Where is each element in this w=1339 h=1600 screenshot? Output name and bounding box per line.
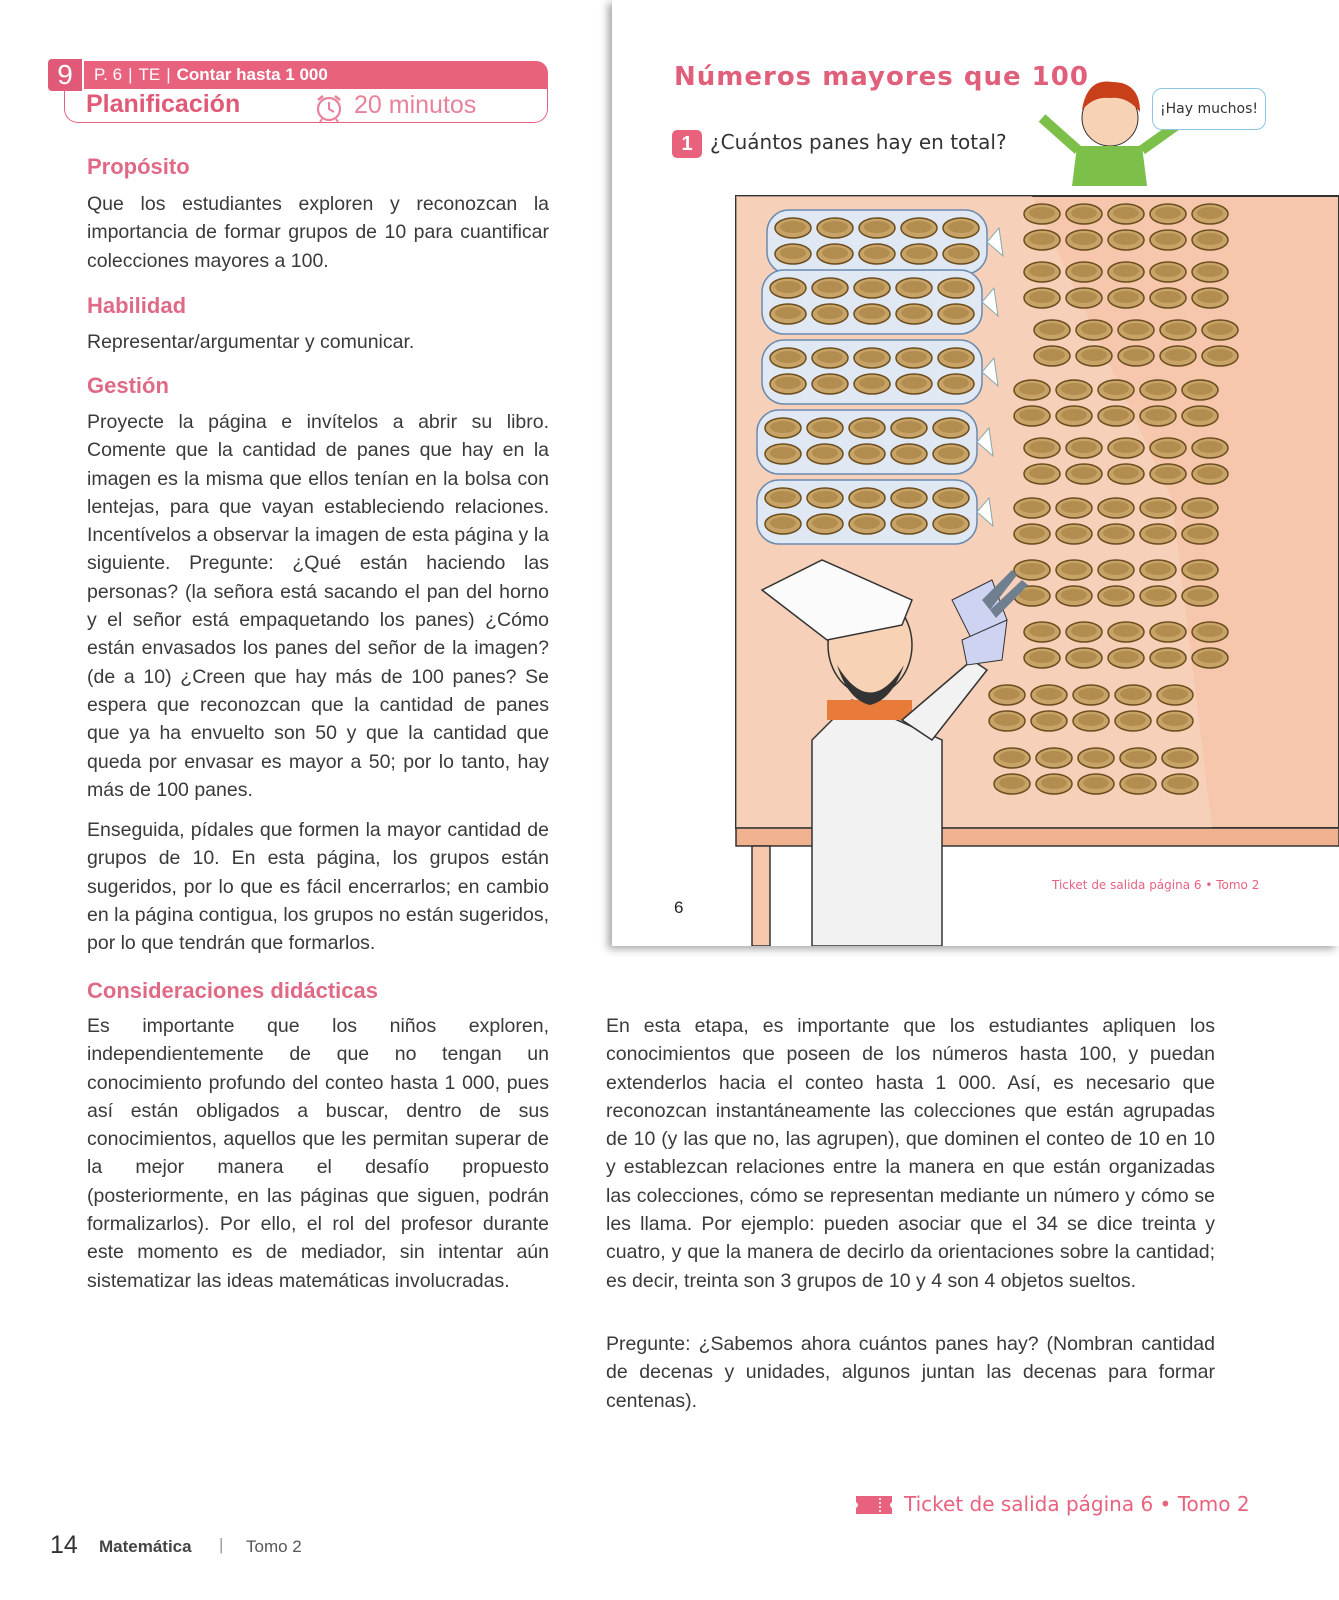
bread-bun-top [1081, 323, 1107, 335]
bread-bun-top [1039, 323, 1065, 335]
bread-bun-top [1167, 751, 1193, 763]
bread-bun-top [1113, 207, 1139, 219]
bread-bun-top [822, 221, 848, 233]
book-page-ticket: Ticket de salida página 6 • Tomo 2 [1052, 878, 1260, 892]
bread-bun-top [817, 351, 843, 363]
bread-bun-top [1103, 383, 1129, 395]
bread-bun-top [1113, 291, 1139, 303]
bread-bun-top [1061, 589, 1087, 601]
bread-bun-top [1029, 291, 1055, 303]
right-text-1: En esta etapa, es importante que los estudiantes apliquen los conocimientos que poseen de los números hasta 100, y puedan extenderlos hacia el conteo hasta 1 000. Así, es necesario que reconozcan instantáneamente las colecciones que están agrupadas de 10 (y las que no, las agrupen), que dominen el conteo de 10 en 10 y establezcan relaciones entre la manera en que están organizadas las colecciones, cómo se representan mediante un número y cómo se les llama. Por ejemplo: pueden asociar que el 34 se dice treinta y cuatro, y que la manera de decirlo da orientaciones sobre la cantidad; es decir, treinta son 3 grupos de 10 y 4 son 4 objetos sueltos. [606, 1015, 1215, 1292]
bread-bun-top [994, 688, 1020, 700]
bread-bun-top [1197, 265, 1223, 277]
bread-bun-top [1167, 777, 1193, 789]
habilidad-heading: Habilidad [87, 293, 187, 318]
ticket-icon [856, 1496, 892, 1514]
bread-bun-top [1103, 563, 1129, 575]
bread-bun-top [775, 307, 801, 319]
bread-bun-top [859, 281, 885, 293]
bread-bun-top [1113, 265, 1139, 277]
bread-bun-top [1029, 265, 1055, 277]
book-page-title: Números mayores que 100 [674, 62, 1089, 92]
bread-bun-top [1078, 714, 1104, 726]
lesson-header [48, 59, 548, 125]
bread-bun-top [859, 351, 885, 363]
speech-bubble: ¡Hay muchos! [1152, 88, 1266, 130]
exit-ticket-label: Ticket de salida página 6 • Tomo 2 [904, 1492, 1250, 1516]
bread-bun-top [1103, 409, 1129, 421]
bread-bun-top [901, 377, 927, 389]
bread-bun-top [901, 281, 927, 293]
footer-separator: | [219, 1535, 224, 1554]
bread-bun-top [1061, 383, 1087, 395]
bread-bun-top [1197, 233, 1223, 245]
bread-bun-top [1103, 527, 1129, 539]
bread-bun-top [1197, 291, 1223, 303]
bread-bun-top [1145, 501, 1171, 513]
proposito-text: Que los estudiantes exploren y reconozcan la importancia de formar grupos de 10 para cuantificar colecciones mayores a 100. [87, 193, 549, 272]
bread-bun-top [1155, 467, 1181, 479]
bread-bun-top [1113, 233, 1139, 245]
bread-bun-top [1145, 563, 1171, 575]
bread-bun-top [1061, 409, 1087, 421]
bread-bun-top [854, 421, 880, 433]
bread-bun-top [1155, 265, 1181, 277]
bread-bun-top [1036, 714, 1062, 726]
bread-bun-top [1125, 777, 1151, 789]
footer-page-number: 14 [50, 1531, 78, 1559]
bread-bun-top [901, 307, 927, 319]
bread-bun-top [938, 447, 964, 459]
bread-bun-top [1029, 467, 1055, 479]
bread-bun-top [943, 351, 969, 363]
bread-bun-top [775, 281, 801, 293]
bread-bun-top [1187, 383, 1213, 395]
bread-bun-top [1145, 589, 1171, 601]
bread-bun-top [1187, 563, 1213, 575]
lesson-topic: Contar hasta 1 000 [176, 65, 328, 84]
bread-bun-top [864, 221, 890, 233]
bread-bun-top [1113, 651, 1139, 663]
bread-bun-top [1162, 688, 1188, 700]
bread-bun-top [1197, 651, 1223, 663]
bread-bun-top [780, 221, 806, 233]
bread-bun-top [1155, 441, 1181, 453]
bread-bun-top [780, 247, 806, 259]
bread-bun-top [1187, 589, 1213, 601]
bread-bun-top [901, 351, 927, 363]
gestion-heading: Gestión [87, 373, 169, 398]
bread-bun-top [1187, 501, 1213, 513]
bread-bun-top [1197, 441, 1223, 453]
bread-bun-top [1197, 207, 1223, 219]
bread-bun-top [1145, 527, 1171, 539]
bread-bun-top [1155, 651, 1181, 663]
gestion-text-2: Enseguida, pídales que formen la mayor cantidad de grupos de 10. En esta página, los grupos están sugeridos, por lo que es fácil encerrarlos; en cambio en la página contigua, los grupos no están sugeridos, por lo que tendrán que formarlos. [87, 819, 549, 955]
bread-bun-top [999, 777, 1025, 789]
bread-bun-top [1029, 651, 1055, 663]
bread-bun-top [1165, 323, 1191, 335]
bread-bun-top [1029, 207, 1055, 219]
bread-bun-top [896, 517, 922, 529]
bread-bun-top [1071, 207, 1097, 219]
bread-bun-top [1081, 349, 1107, 361]
proposito-heading: Propósito [87, 154, 190, 179]
right-text-2: Pregunte: ¿Sabemos ahora cuántos panes hay? (Nombran cantidad de decenas y unidades, algunos juntan las decenas para formar centenas). [606, 1333, 1215, 1412]
student-book-page [612, 0, 1339, 946]
bread-bun-top [1061, 527, 1087, 539]
bread-bun-top [1155, 291, 1181, 303]
gestion-text-1: Proyecte la página e invítelos a abrir su libro. Comente que la cantidad de panes que hay en la imagen es la misma que ellos tenían en la bolsa con lentejas, para que vayan estableciendo relaciones. Incentívelos a observar la imagen de esta página y la siguiente. Pregunte: ¿Qué están haciendo las personas? (la señora está sacando el pan del horno y el señor está empaquetando los panes) ¿Cómo están envasados los panes del señor de la imagen? (de a 10) ¿Creen que hay más de 100 panes? Se espera que reconozcan que la cantidad de panes que ya ha envuelto son 50 y que la cantidad que queda por envasar es mayor a 50; por lo tanto, hay más de 100 panes. [87, 411, 549, 801]
bread-bun-top [1019, 383, 1045, 395]
bread-bun-top [1123, 349, 1149, 361]
bread-bun-top [1113, 467, 1139, 479]
bread-bun-top [938, 421, 964, 433]
bread-bun-top [1207, 349, 1233, 361]
bread-bun-top [1113, 441, 1139, 453]
bread-bun-top [1039, 349, 1065, 361]
bread-bun-top [1019, 563, 1045, 575]
bread-bun-top [1123, 323, 1149, 335]
bread-bun-top [812, 447, 838, 459]
bread-bun-top [1162, 714, 1188, 726]
bread-bun-top [943, 281, 969, 293]
bread-bun-top [1019, 409, 1045, 421]
alarm-clock-icon [314, 93, 344, 123]
bread-bun-top [1041, 751, 1067, 763]
bread-bun-top [775, 351, 801, 363]
bread-bun-top [1071, 441, 1097, 453]
bread-bun-top [1145, 409, 1171, 421]
bread-bun-top [1036, 688, 1062, 700]
bread-bun-top [1071, 625, 1097, 637]
page-ref: P. 6 [94, 65, 123, 84]
bread-bun-top [1071, 467, 1097, 479]
bread-bun-top [1078, 688, 1104, 700]
bread-bun-top [896, 421, 922, 433]
bread-bun-top [817, 377, 843, 389]
bread-bun-top [854, 447, 880, 459]
bread-bun-top [1113, 625, 1139, 637]
bread-bun-top [1071, 291, 1097, 303]
bread-bun-top [1125, 751, 1151, 763]
bread-bun-top [999, 751, 1025, 763]
bread-bun-top [896, 447, 922, 459]
bread-bun-top [1165, 349, 1191, 361]
bread-bun-top [859, 307, 885, 319]
bread-bun-top [1029, 233, 1055, 245]
bread-bun-top [1155, 233, 1181, 245]
bread-bun-top [1019, 589, 1045, 601]
bread-bun-top [770, 517, 796, 529]
bread-bun-top [1071, 265, 1097, 277]
bread-bun-top [943, 307, 969, 319]
consideraciones-text: Es importante que los niños exploren, independientemente de que no tengan un conocimiento profundo del conteo hasta 1 000, pues así están obligados a buscar, dentro de sus conocimientos, aquellos que les permitan superar de la mejor manera el desafío propuesto (posteriormente, en las páginas que siguen, podrán formalizarlos). Por ello, el rol del profesor durante este momento es de mediador, sin intentar aún sistematizar las ideas matemáticas involucradas. [87, 1015, 549, 1292]
bread-bun-top [854, 491, 880, 503]
bread-bun-top [896, 491, 922, 503]
bread-bun-top [1120, 688, 1146, 700]
bread-bun-top [1155, 207, 1181, 219]
bread-bun-top [1083, 751, 1109, 763]
bread-bun-top [906, 247, 932, 259]
planning-title: Planificación [86, 90, 241, 118]
bread-bun-top [906, 221, 932, 233]
bread-bun-top [948, 247, 974, 259]
bread-bun-top [1187, 527, 1213, 539]
bread-bun-top [817, 281, 843, 293]
bread-bun-top [1041, 777, 1067, 789]
footer-subject: Matemática [99, 1537, 192, 1556]
bread-bun-top [1187, 409, 1213, 421]
bread-bun-top [1197, 625, 1223, 637]
bread-bun-top [1029, 625, 1055, 637]
bread-bun-top [948, 221, 974, 233]
lesson-number: 9 [48, 59, 82, 91]
question-number: 1 [672, 130, 702, 158]
book-page-number: 6 [674, 898, 684, 917]
bread-bun-top [1207, 323, 1233, 335]
bread-bun-top [1029, 441, 1055, 453]
bread-bun-top [1071, 233, 1097, 245]
bread-bun-top [812, 421, 838, 433]
bread-bun-top [770, 491, 796, 503]
bread-bun-top [854, 517, 880, 529]
bread-bun-top [864, 247, 890, 259]
lesson-topic-bar: P. 6 | TE | Contar hasta 1 000 [84, 61, 548, 89]
bread-bun-top [1071, 651, 1097, 663]
bread-bun-top [943, 377, 969, 389]
bread-bun-top [775, 377, 801, 389]
bread-bun-top [1061, 563, 1087, 575]
bread-bun-top [1145, 383, 1171, 395]
planning-duration: 20 minutos [354, 91, 477, 119]
bread-bun-top [1083, 777, 1109, 789]
bread-bun-top [1155, 625, 1181, 637]
consideraciones-heading: Consideraciones didácticas [87, 978, 378, 1003]
bread-bun-top [812, 491, 838, 503]
bread-bun-top [1019, 501, 1045, 513]
lesson-type: TE [138, 65, 161, 84]
bread-bun-top [1103, 589, 1129, 601]
bread-bun-top [770, 421, 796, 433]
bread-bun-top [1197, 467, 1223, 479]
bread-bun-top [938, 517, 964, 529]
bread-bun-top [770, 447, 796, 459]
bread-bun-top [817, 307, 843, 319]
bread-bun-top [994, 714, 1020, 726]
bread-bun-top [1103, 501, 1129, 513]
bread-bun-top [1061, 501, 1087, 513]
bread-bun-top [859, 377, 885, 389]
habilidad-text: Representar/argumentar y comunicar. [87, 331, 415, 353]
bread-bun-top [822, 247, 848, 259]
question-text: ¿Cuántos panes hay en total? [710, 130, 1007, 154]
bread-bun-top [938, 491, 964, 503]
bread-bun-top [812, 517, 838, 529]
footer-volume: Tomo 2 [246, 1537, 302, 1556]
bread-bun-top [1120, 714, 1146, 726]
bread-bun-top [1019, 527, 1045, 539]
